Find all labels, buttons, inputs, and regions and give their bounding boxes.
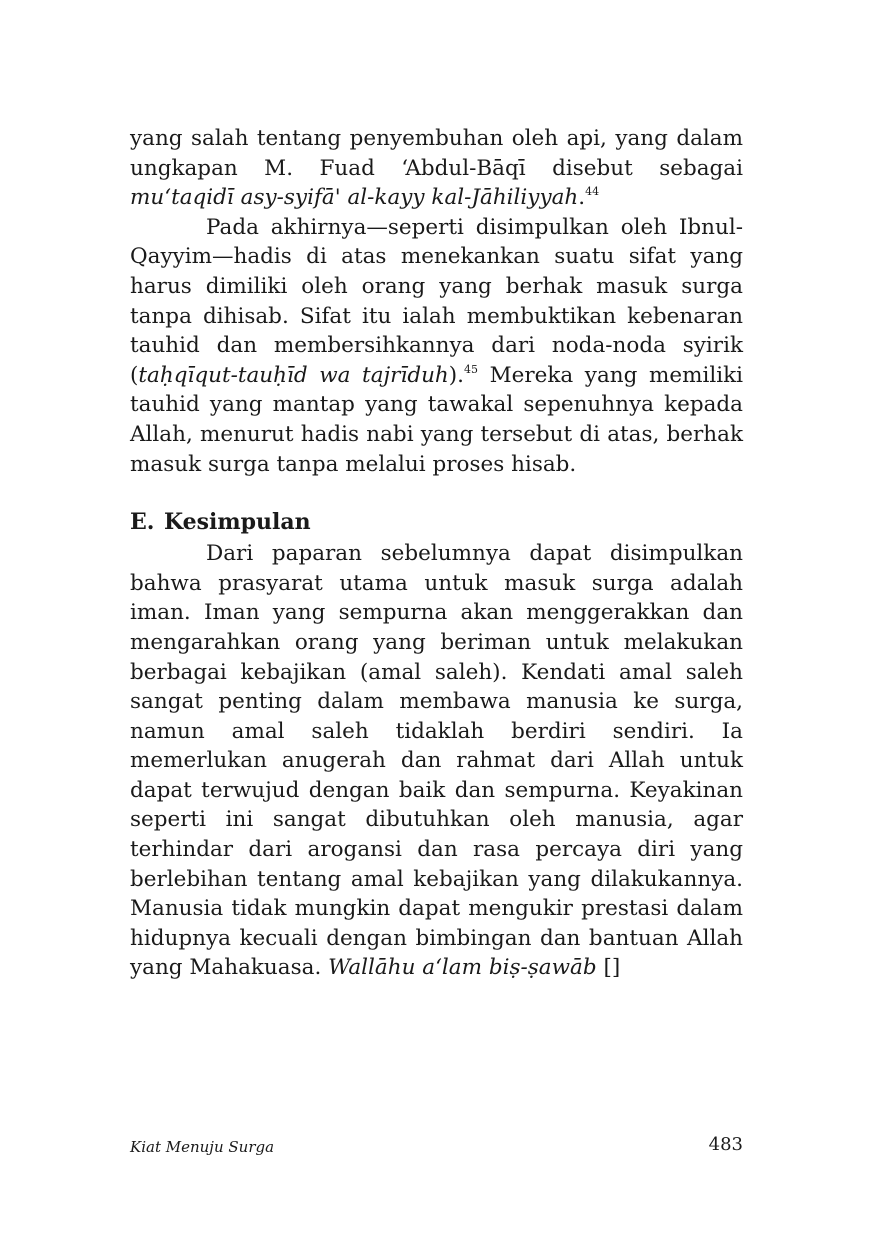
arabic-term: mu‘taqidī asy-syifā' al-kayy kal-Jāhiliyyah — [130, 185, 579, 211]
page-footer — [130, 1135, 743, 1159]
footnote-ref-44[interactable]: 44 — [585, 185, 600, 199]
closing-phrase: Wallāhu a‘lam biṣ-ṣawāb — [328, 955, 597, 981]
arabic-term: taḥqīqut-tauḥīd wa tajrīduh — [138, 362, 449, 388]
paragraph-2: Pada akhirnya—seperti disimpulkan oleh Ibnul-Qayyim—hadis di atas menekankan suatu sifat yang harus dimiliki oleh orang yang berhak masuk surga tanpa dihisab. Sifat itu ialah membuktikan kebenaran tauhid dan membersihkannya dari noda-noda syirik (taḥqīqut-tauḥīd wa tajrīduh).$^{45}$ Mereka yang memiliki tauhid yang mantap yang tawakal sepenuhnya kepada Allah, menurut hadis nabi yang tersebut di atas, berhak masuk surga tanpa melalui proses hisab. — [130, 214, 744, 477]
section-title: Kesimpulan — [164, 509, 311, 536]
section-letter: E. — [130, 509, 155, 536]
paragraph-3: Dari paparan sebelumnya dapat disimpulkan bahwa prasyarat utama untuk masuk surga adalah iman. Iman yang sempurna akan menggerakkan dan mengarahkan orang yang beriman untuk melakukan berbagai kebajikan (amal saleh). Kendati amal saleh sangat penting dalam membawa manusia ke surga, namun amal saleh tidaklah berdiri sendiri. Ia memerlukan anugerah dan rahmat dari Allah untuk dapat terwujud dengan baik dan sempurna. Keyakinan seperti ini sangat dibutuhkan oleh manusia, agar terhindar dari arogansi dan rasa percaya diri yang berlebihan tentang amal kebajikan yang dilakukannya. Manusia tidak mungkin dapat mengukir prestasi dalam hidupnya kecuali dengan bimbingan dan bantuan Allah yang Mahakuasa. Wallāhu a‘lam biṣ-ṣawāb [] — [130, 541, 743, 981]
body-text — [130, 124, 743, 983]
paragraph-1: yang salah tentang penyembuhan oleh api, yang dalam ungkapan M. Fuad ‘Abdul-Bāqī disebut sebagai mu‘taqidī asy-syifā' al-kayy kal-Jāhiliyyah.$^{44}$ — [130, 126, 743, 211]
page-number: 483 — [708, 1134, 743, 1155]
section-heading — [130, 507, 743, 537]
footnote-ref-45[interactable]: 45 — [464, 362, 479, 376]
running-title: Kiat Menuju Surga — [130, 1138, 275, 1156]
